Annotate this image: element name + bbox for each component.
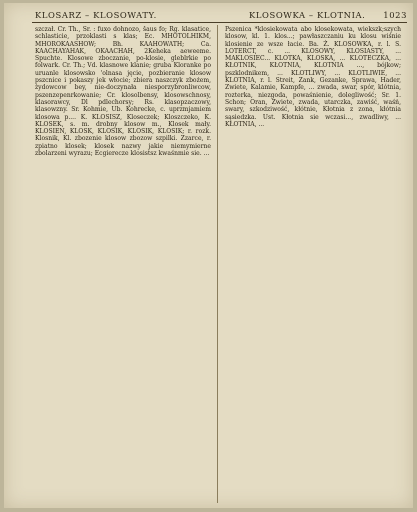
left-column-text: szczał. Cr. Th., Sr. : fuxo dohnozo, šaus fo; Rg. klasatice, schlasticie, przoklasti s klas; Ec. MHOTOLHIKM, MHOROKAASHOW; Bh. KAAHOWATH; Ca. KAACHAYAHAK, OKAACHAH, 2Keheka aeweeme. Spuchte. Klosowe zboczanie, po-klosie, gleblrkie po folwark. Cr. Th.; Vd. klasnowe klanie; gruba Kloranke po uruanle klosowsko 'olnasa jęcie, pozbieranie klosow pszcnice i pokaszy jek włocie; zbiera naszczyk zbożem, żydowcow bey, nie-doczynała niesporzybronliwcow, pszenzepenrkowanie; Cr. klosolbensy, klosowschnosy, klasorawcy, Dl pdlechorsy; Rs. klasopzaczowy, klasowzny. Sr. Kohmie, Ub. Kohrecke, c. uprzmjamiem klosowa p.... K. KLOSISZ, Kloseczek; Kloszczeko, K. KLOSEK, s. m. drobny klosow m., Klosek mały. KLOSIEN, KLOSK, KLOSIK, KLOSIK, KLOSIK; r. rozk. Klosnik, Kl. zbozenie klosow zbozow szpilki. Zzarce, r. zpiatno klosek; klosek nazwy jakie niemymierne zbolarzeni wyrazu; Ecgierecze klosistsz kwaśnmie sie. ... [35,26,211,158]
header-rule [32,22,407,23]
left-column [35,26,211,504]
right-column-text: Pszenica *klosiekowata abo klosekowata, wiekszk;szych klosow, kl. 1. klos...; pawłaszczaniu ku klosu wiśnie klosienie ze wsze łacie. Ba. Ż. KLOSOWKA, r. l. S. LOTERCT, c. ... KLOSOWY, KLOSIASTY, ... MAKLOSIEC... KLOTKA, KLOSKA, ... KLOTECZKA, ... KŁOTNIK, KŁOTNIA, KLOTNIA ..., bójkow; pszklodnikem, ... KLOTLIWY, ... KLOTLIWIE, ... KLOTNIA, r. l. Streit, Zank, Gezanke, Sprawa, Hader, Zwiete, Kalamie, Kampfe, ... zwada, swar, spór, klótnia, rozterka, niezgoda, powaśnienie, dolegliwość; Sr. 1. Schon; Oran, Zwiete, zwada, utarczka, zawiść, waśń, swary, szkodziwość, kłótnie, Kłotnia z zona, kłótnia sąsiedzka. Ust. Kłotnia sie wczasi..., zwadliwy, ... KŁOTNIA, ... [225,26,401,128]
scanned-page [4,3,413,508]
header-left-title: KLOSARZ – KLOSOWATY. [35,10,157,20]
header-right-title: KLOSOWKA – KLOTNIA. [249,10,366,20]
page-number: 1023 [383,10,407,20]
running-header [4,7,413,23]
column-divider [217,25,218,503]
right-column [225,26,401,504]
